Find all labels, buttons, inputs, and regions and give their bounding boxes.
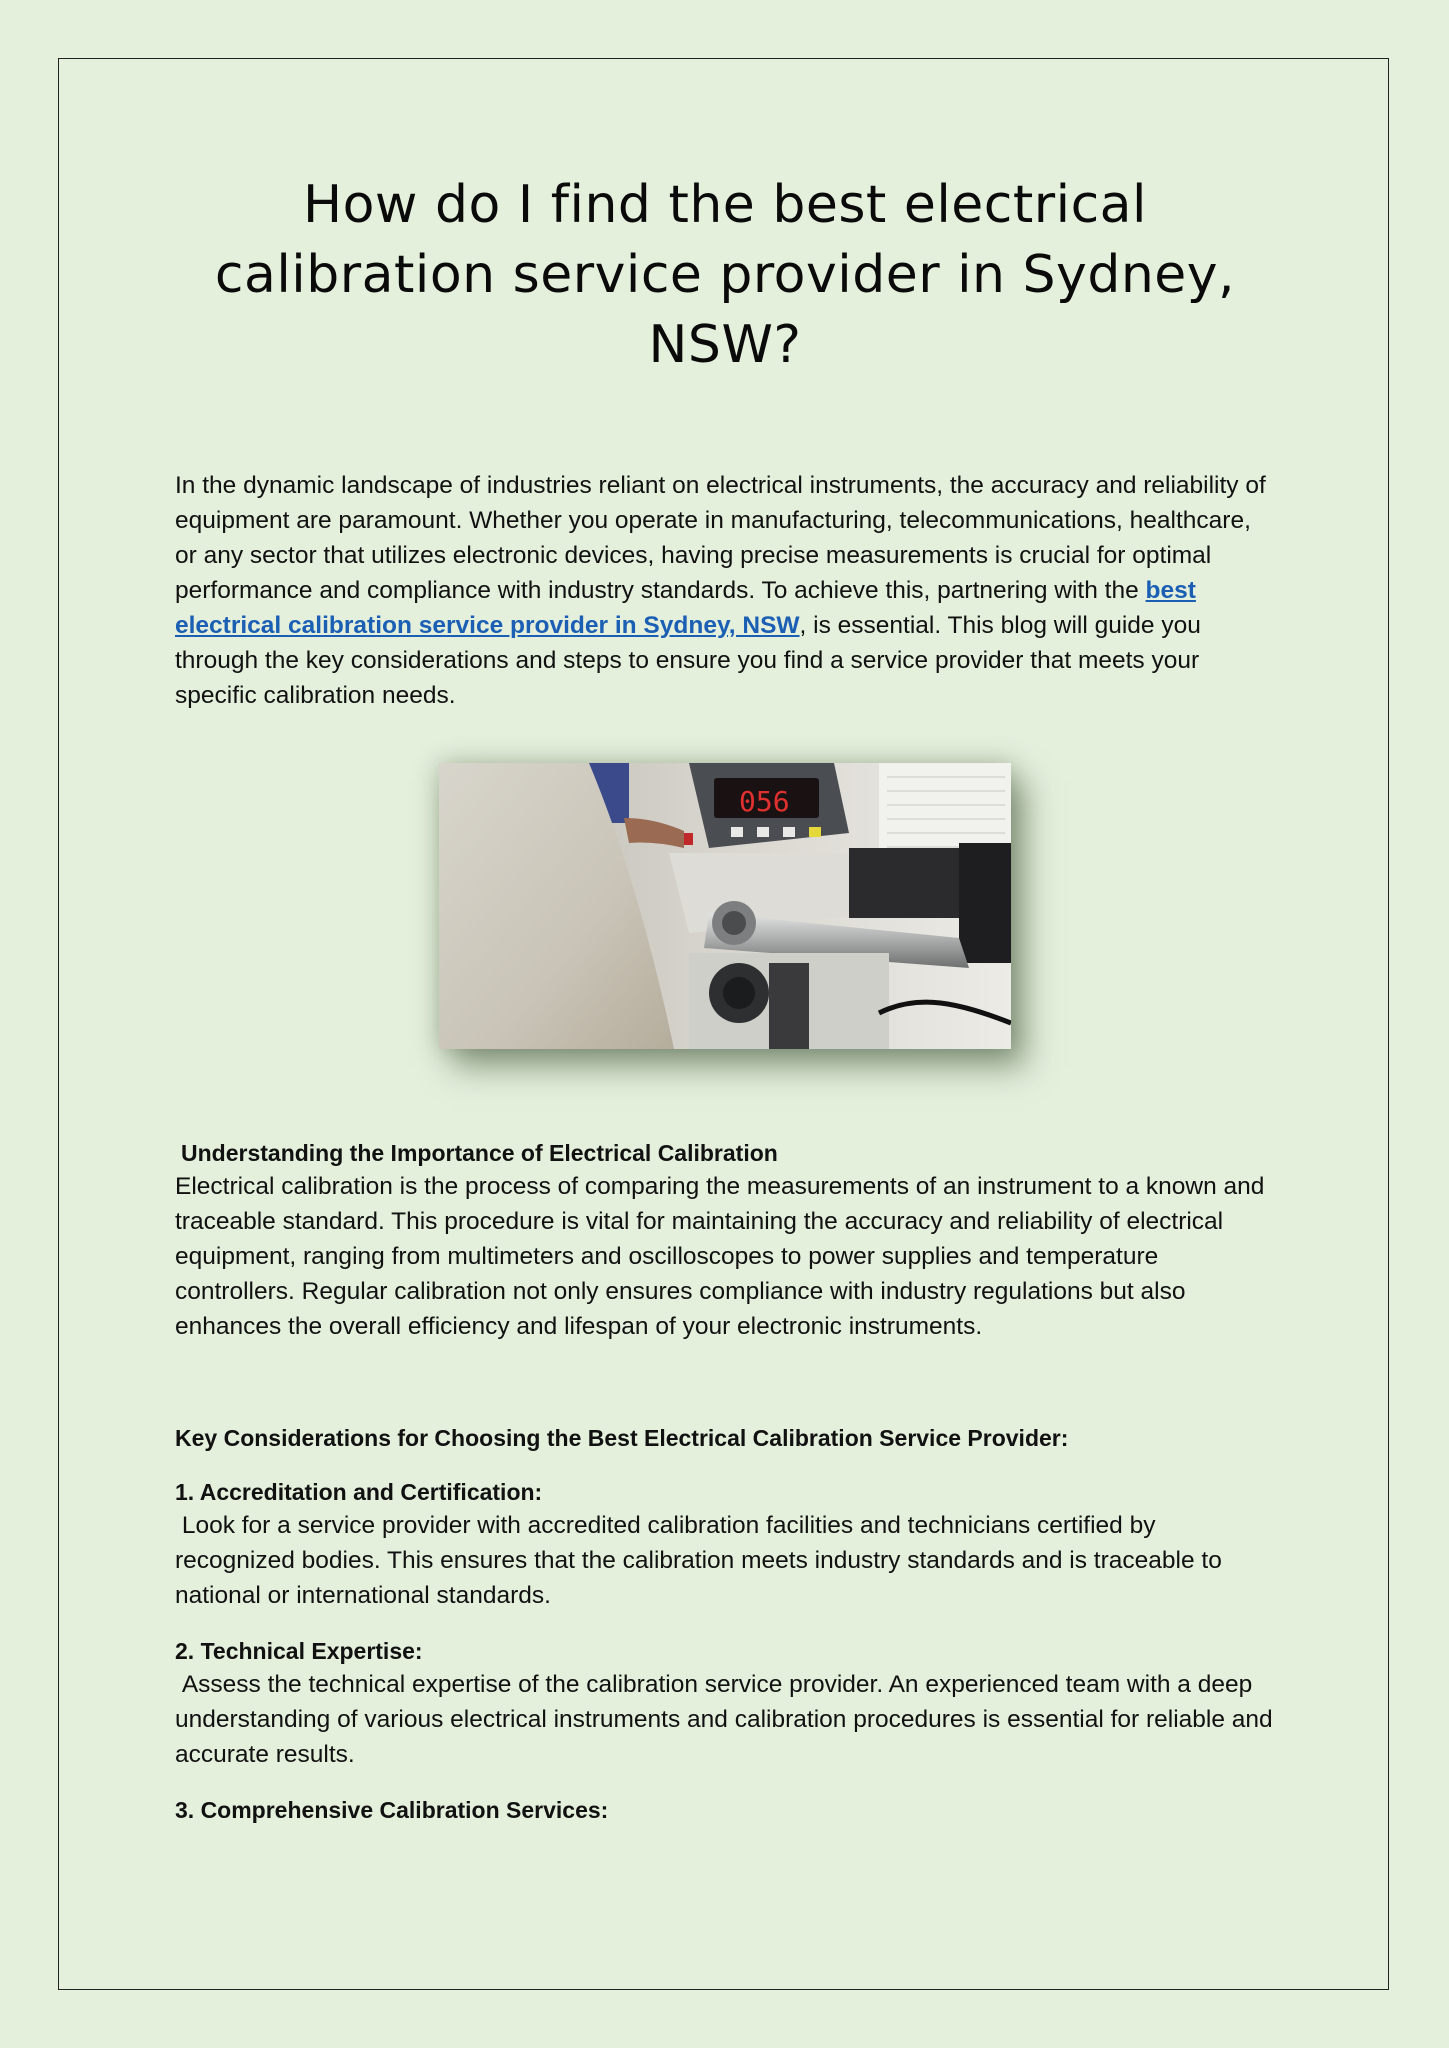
considerations-heading: Key Considerations for Choosing the Best Electrical Calibration Service Provider: (175, 1425, 1069, 1451)
consideration-heading-accreditation: 1. Accreditation and Certification: (175, 1479, 543, 1505)
provider-link[interactable]: best electrical calibration service provider in Sydney, NSW (175, 577, 1196, 639)
page-title: How do I find the best electrical calibration service provider in Sydney, NSW? (214, 175, 1236, 375)
consideration-text-accreditation: Look for a service provider with accredited calibration facilities and technicians certified by recognized bodies. This ensures that the calibration meets industry standards and is traceable to national or international standards. (175, 1512, 1222, 1609)
consideration-heading-services: 3. Comprehensive Calibration Services: (175, 1797, 609, 1823)
intro-paragraph (175, 468, 1275, 713)
intro-text-end: , is essential. This blog will guide you through the key considerations and steps to ensure you find a service provider that meets your specific calibration needs. (175, 612, 1201, 709)
consideration-heading-expertise: 2. Technical Expertise: (175, 1638, 423, 1664)
importance-heading: Understanding the Importance of Electrical Calibration (181, 1140, 778, 1166)
intro-text-start: In the dynamic landscape of industries reliant on electrical instruments, the accuracy and reliability of equipment are paramount. Whether you operate in manufacturing, telecommunications, healthcare, or any sector that utilizes electronic devices, having precise measurements is crucial for optimal performance and compliance with industry standards. To achieve this, partnering with the (175, 472, 1266, 604)
calibration-photo (439, 763, 1011, 1049)
display-reading: 056 (739, 785, 790, 818)
consideration-text-expertise: Assess the technical expertise of the calibration service provider. An experienced team with a deep understanding of various electrical instruments and calibration procedures is essential for reliable and accurate results. (175, 1671, 1273, 1768)
article (175, 170, 1275, 1826)
importance-paragraph: Electrical calibration is the process of comparing the measurements of an instrument to a known and traceable standard. This procedure is vital for maintaining the accuracy and reliability of electrical equipment, ranging from multimeters and oscilloscopes to power supplies and temperature controllers. Regular calibration not only ensures compliance with industry regulations but also enhances the overall efficiency and lifespan of your electronic instruments. (175, 1173, 1265, 1340)
article-figure (439, 763, 1011, 1049)
